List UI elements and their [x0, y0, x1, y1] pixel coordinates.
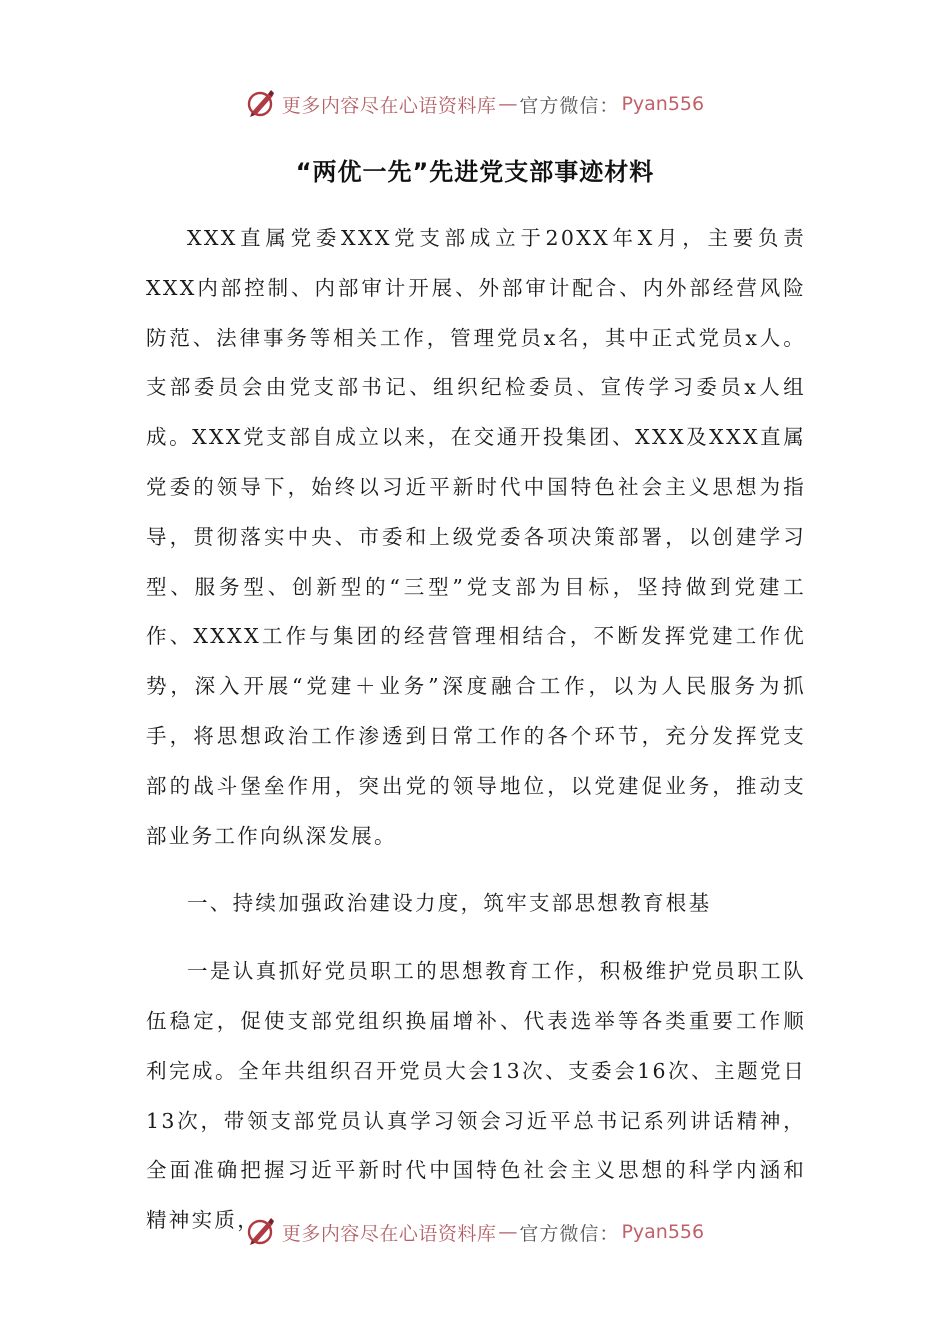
- watermark-header: [0, 84, 950, 124]
- watermark-label: 官方微信：: [519, 94, 620, 117]
- document-title: “两优一先”先进党支部事迹材料: [295, 158, 655, 186]
- body-paragraph: XXX直属党委XXX党支部成立于20XX年X月，主要负责XXX内部控制、内部审计开展、外部审计配合、内外部经营风险防范、法律事务等相关工作，管理党员x名，其中正式党员x人。支部委员会由党支部书记、组织纪检委员、宣传学习委员x人组成。XXX党支部自成立以来，在交通开投集团、XXX及XXX直属党委的领导下，始终以习近平新时代中国特色社会主义思想为指导，贯彻落实中央、市委和上级党委各项决策部署，以创建学习型、服务型、创新型的“三型”党支部为目标，坚持做到党建工作、XXXX工作与集团的经营管理相结合，不断发挥党建工作优势，深入开展“党建＋业务”深度融合工作，以为人民服务为抓手，将思想政治工作渗透到日常工作的各个环节，充分发挥党支部的战斗堡垒作用，突出党的领导地位，以党建促业务，推动支部业务工作向纵深发展。: [146, 226, 806, 848]
- watermark-wechat-id: Pyan556: [621, 93, 705, 115]
- watermark-main-text: 更多内容尽在心语资料库: [281, 94, 497, 117]
- section-heading: 一、持续加强政治建设力度，筑牢支部思想教育根基: [187, 891, 712, 916]
- watermark-dash: —: [498, 93, 518, 115]
- document-body: [146, 214, 806, 1246]
- pen-logo-icon: [246, 1216, 276, 1246]
- watermark-footer: [0, 1212, 950, 1252]
- pen-logo-icon: [246, 88, 276, 118]
- watermark-main-text: 更多内容尽在心语资料库: [281, 1222, 497, 1245]
- watermark-dash: —: [498, 1221, 518, 1243]
- watermark-wechat-id: Pyan556: [621, 1221, 705, 1243]
- body-paragraph: 一是认真抓好党员职工的思想教育工作，积极维护党员职工队伍稳定，促使支部党组织换届增补、代表选举等各类重要工作顺利完成。全年共组织召开党员大会13次、支委会16次、主题党日13次，带领支部党员认真学习领会习近平总书记系列讲话精神，全面准确把握习近平新时代中国特色社会主义思想的科学内涵和精神实质，: [146, 959, 806, 1233]
- watermark-label: 官方微信：: [519, 1222, 620, 1245]
